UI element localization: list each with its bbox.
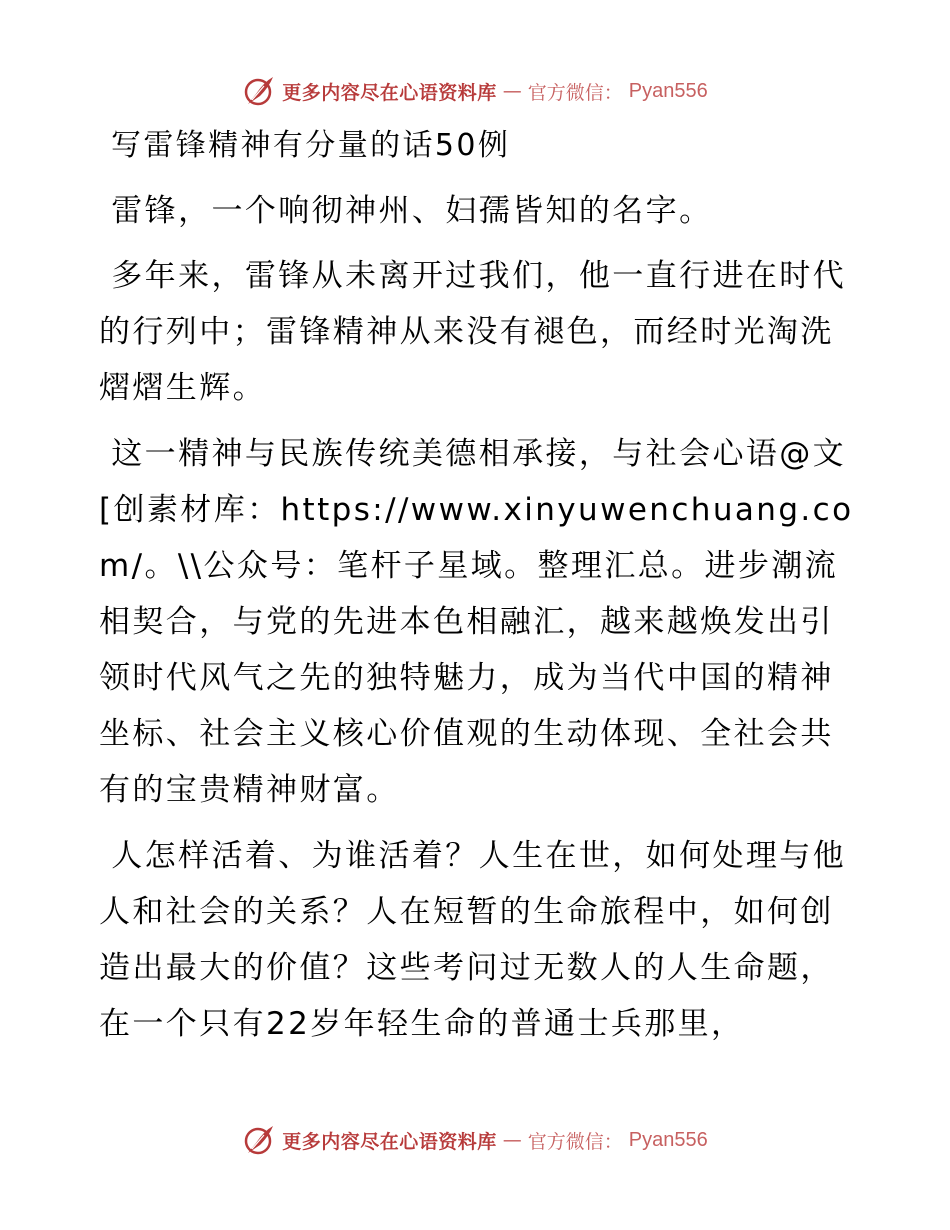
banner-separator: — bbox=[502, 1129, 522, 1151]
banner-separator: — bbox=[502, 80, 522, 102]
paragraph-4: 人怎样活着、为谁活着？人生在世，如何处理与他人和社会的关系？人在短暂的生命旅程中，如何创造出最大的价值？这些考问过无数人的人生命题，在一个只有22岁年轻生命的普通士兵那里， bbox=[99, 838, 847, 1042]
wechat-label: 官方微信： bbox=[527, 81, 623, 104]
wechat-id: Pyan556 bbox=[628, 79, 708, 102]
document-title: 写雷锋精神有分量的话50例 bbox=[99, 128, 511, 163]
document-body bbox=[99, 118, 859, 1052]
wechat-id: Pyan556 bbox=[628, 1128, 708, 1151]
banner-text: 更多内容尽在心语资料库 bbox=[282, 81, 497, 104]
quill-pen-logo-icon bbox=[242, 74, 276, 108]
header-banner bbox=[0, 71, 950, 111]
paragraph-2: 多年来，雷锋从未离开过我们，他一直行进在时代的行列中；雷锋精神从来没有褪色，而经时光淘洗熠熠生辉。 bbox=[99, 258, 847, 406]
banner-text: 更多内容尽在心语资料库 bbox=[282, 1130, 497, 1153]
footer-banner bbox=[0, 1120, 950, 1160]
paragraph-3: 这一精神与民族传统美德相承接，与社会心语@文[创素材库：https://www.xinyuwenchuang.com/。\\公众号：笔杆子星域。整理汇总。进步潮流相契合，与党的先进本色相融汇，越来越焕发出引领时代风气之先的独特魅力，成为当代中国的精神坐标、社会主义核心价值观的生动体现、全社会共有的宝贵精神财富。 bbox=[99, 436, 854, 808]
paragraph-1: 雷锋，一个响彻神州、妇孺皆知的名字。 bbox=[99, 193, 713, 229]
quill-pen-logo-icon bbox=[242, 1123, 276, 1157]
wechat-label: 官方微信： bbox=[527, 1130, 623, 1153]
